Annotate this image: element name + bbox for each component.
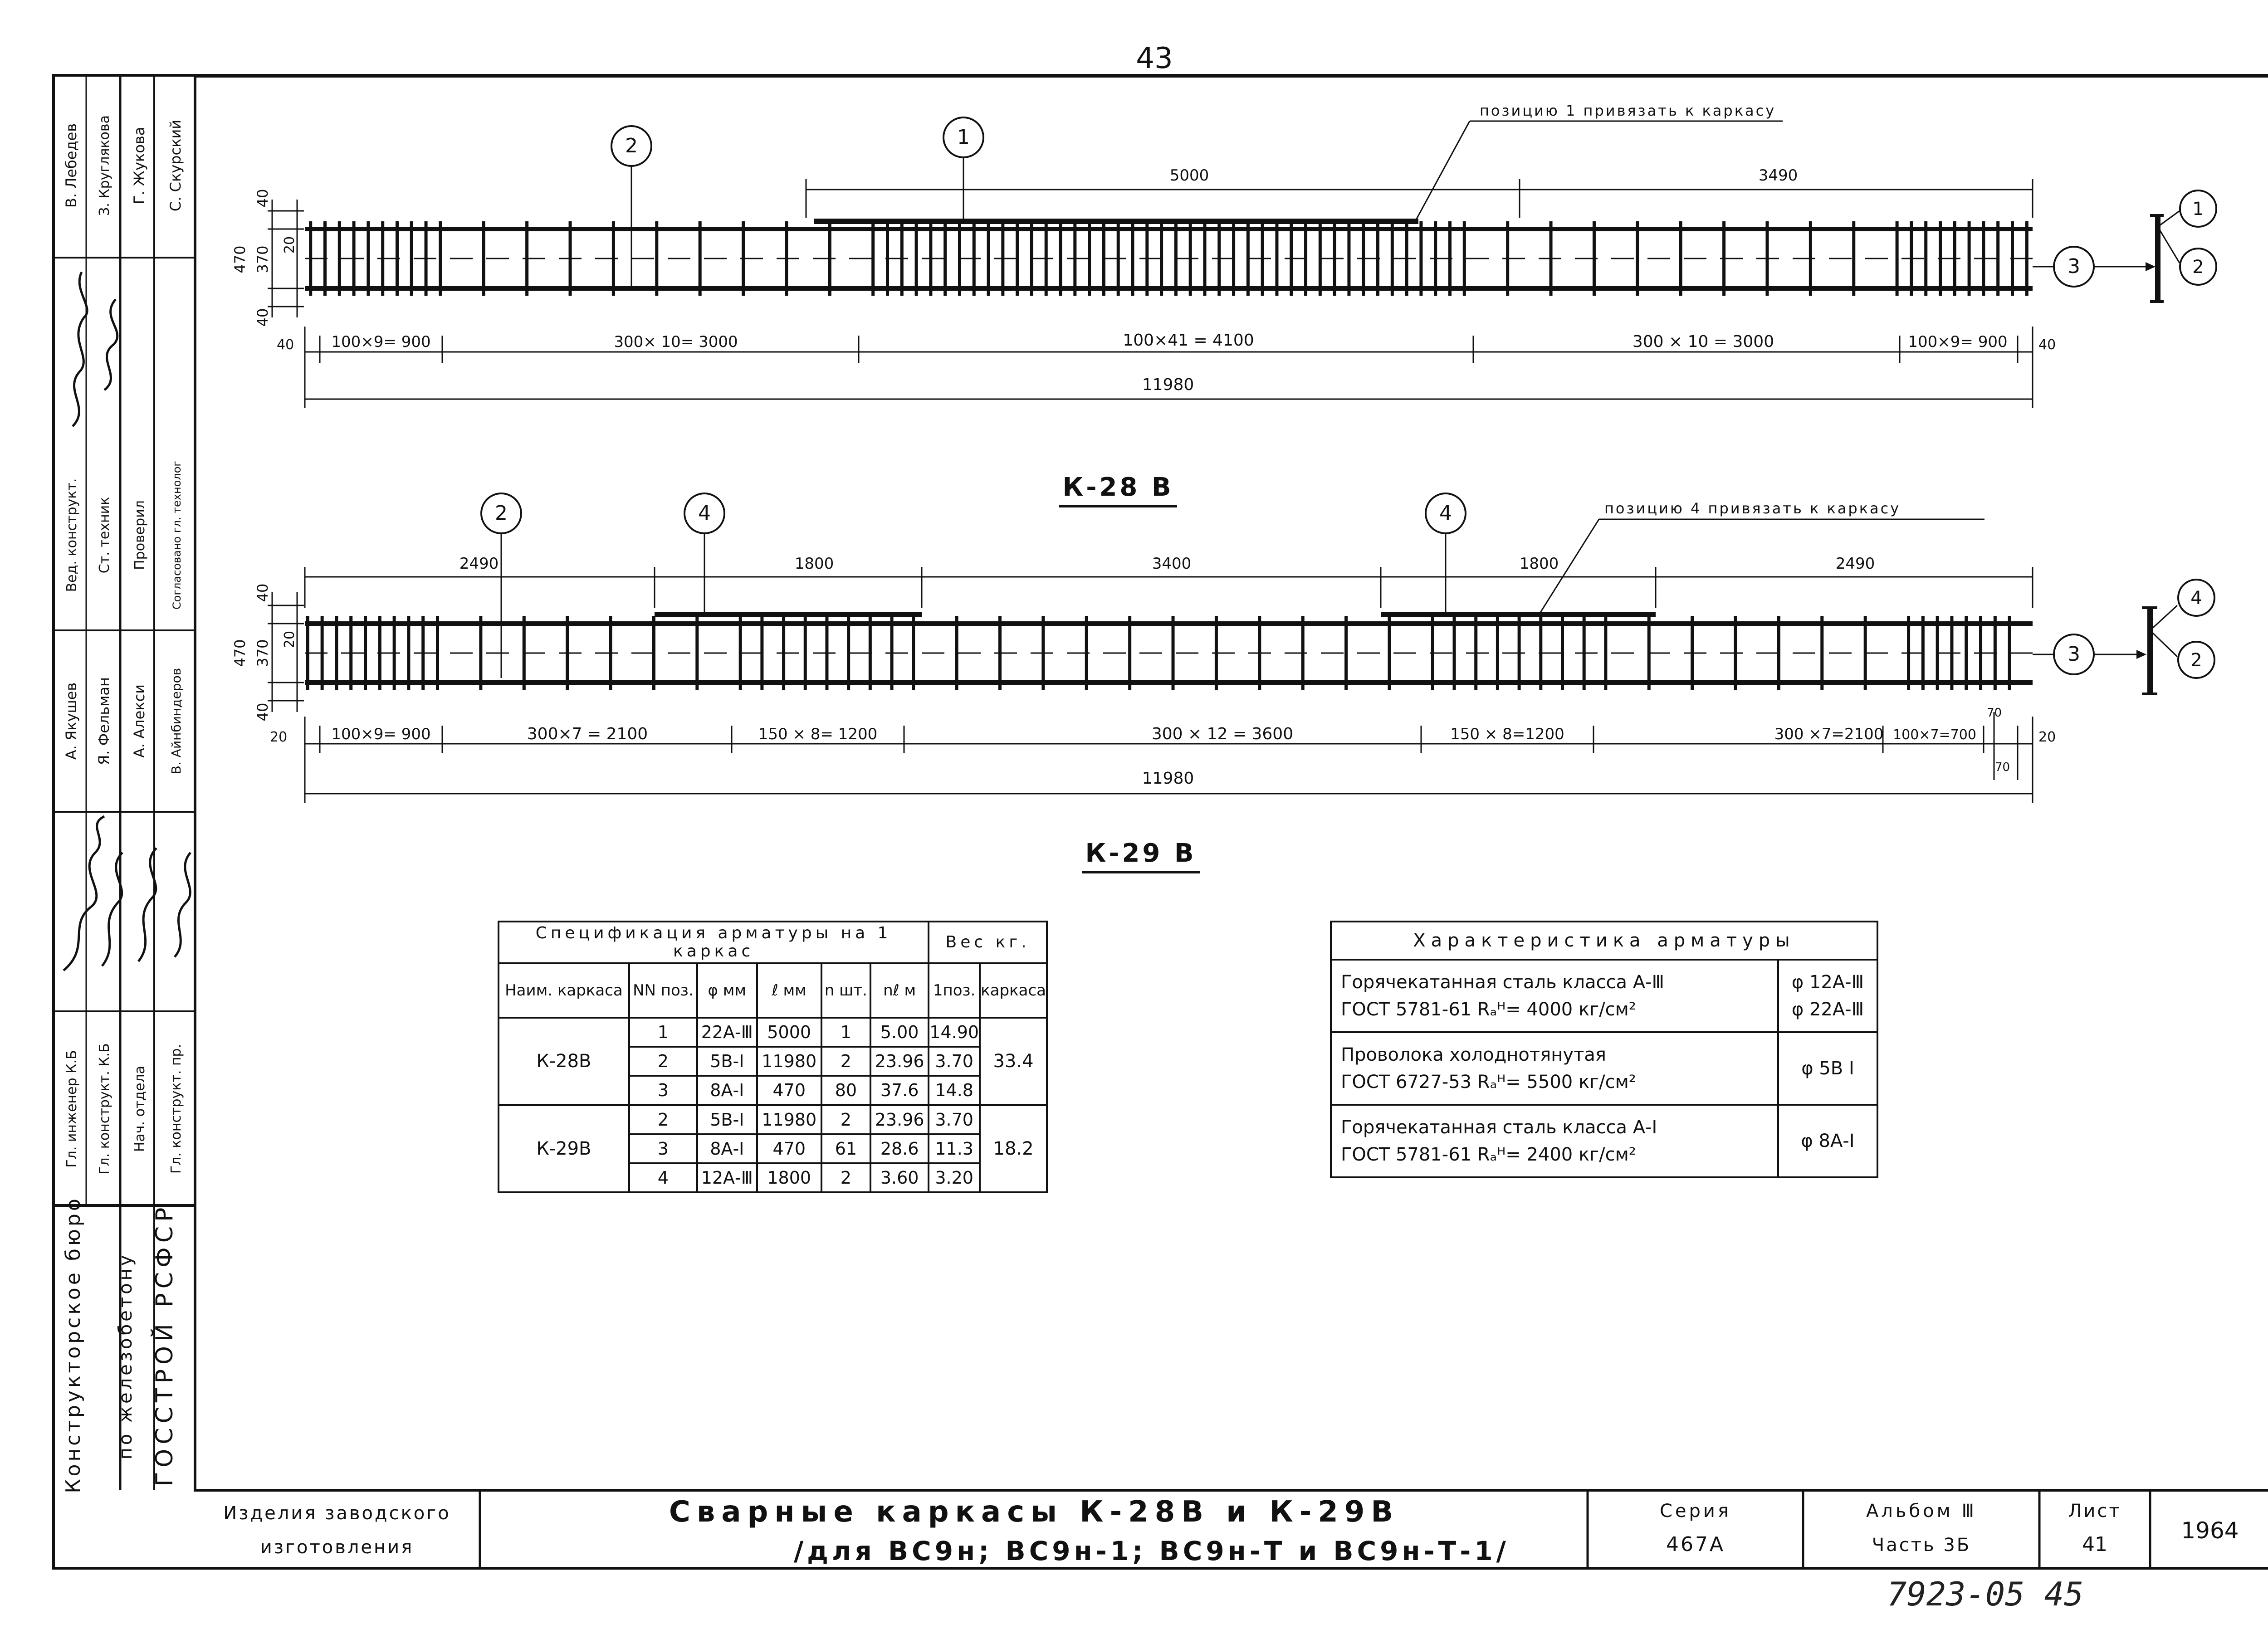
k29-dim-bottom-2100-left: 300×7 = 2100 <box>527 725 648 743</box>
k28-dim-top-3490: 3490 <box>1758 166 1798 185</box>
char-line-2: ГОСТ 5781-61 Rₐᴴ= 2400 кг/см² <box>1341 1144 1636 1165</box>
k28-title: К-28 В <box>1062 473 1174 502</box>
k28-dim-left-40-bottom: 40 <box>254 308 271 327</box>
role-senior-technician: Ст. техник <box>97 497 112 574</box>
k29-dim-left-40-top: 40 <box>254 583 271 602</box>
spec-cell: 3.60 <box>870 1163 929 1192</box>
k29-dim-bottom-70-a: 70 <box>1987 706 2002 720</box>
k29-dim-bottom-3600: 300 × 12 = 3600 <box>1151 725 1294 743</box>
char-class-item: φ 22А-Ⅲ <box>1791 999 1864 1020</box>
name-kruglyakova: З. Круглякова <box>97 115 112 216</box>
k29-dim-left-470: 470 <box>231 639 249 667</box>
table-row <box>499 1018 1047 1047</box>
series-label: Серия <box>1660 1501 1731 1522</box>
spec-col-pos: NN поз. <box>629 963 697 1018</box>
sheet-label: Лист <box>2068 1501 2121 1522</box>
role-chief-constructor: Гл. конструкт. К.Б <box>97 1043 112 1175</box>
org-line-3: ГОССТРОЙ РСФСР <box>151 1203 178 1487</box>
name-lebedev: В. Лебедев <box>63 123 80 208</box>
table-row <box>1331 1032 1877 1105</box>
char-desc <box>1331 1105 1778 1177</box>
k29-dim-top-3400: 3400 <box>1152 555 1192 573</box>
role-project-constructor: Гл. конструкт. пр. <box>168 1044 184 1174</box>
role-agreed-technologist: Согласовано гл. технолог <box>171 461 183 610</box>
title-main-line-2: /для ВС9н; ВС9н-1; ВС9н-Т и ВС9н-Т-1/ <box>794 1536 1510 1566</box>
spec-cage-k28-total: 33.4 <box>980 1018 1047 1105</box>
spec-cell: 2 <box>629 1047 697 1076</box>
spec-cell: 8А-Ⅰ <box>697 1134 757 1163</box>
spec-cell: 37.6 <box>870 1076 929 1105</box>
svg-text:3: 3 <box>2068 643 2080 666</box>
char-line-2: ГОСТ 5781-61 Rₐᴴ= 4000 кг/см² <box>1341 999 1636 1020</box>
k29-dim-left-40-bottom: 40 <box>254 702 271 722</box>
char-class-item: φ 8А-Ⅰ <box>1801 1131 1855 1151</box>
spec-col-dia: φ мм <box>697 963 757 1018</box>
name-aleksi: А. Алекси <box>131 684 148 758</box>
spec-weight-header: Вес кг. <box>929 922 1047 963</box>
spec-cell: 4 <box>629 1163 697 1192</box>
spec-cell: 61 <box>821 1134 870 1163</box>
k29-dim-left-20: 20 <box>282 630 298 649</box>
spec-col-len: ℓ мм <box>757 963 821 1018</box>
k29-dim-bottom-20-left: 20 <box>270 729 288 745</box>
side-stamp <box>54 75 195 1493</box>
spec-col-name: Наим. каркаса <box>499 963 629 1018</box>
spec-col-count: n шт. <box>821 963 870 1018</box>
spec-cell: 3.20 <box>929 1163 980 1192</box>
org-line-2: по железобетону <box>115 1252 136 1460</box>
svg-text:2: 2 <box>2190 650 2202 671</box>
k28-dim-bottom-3000-left: 300× 10= 3000 <box>614 333 738 351</box>
name-ainbinderov: В. Айнбиндеров <box>169 668 184 775</box>
cage-k28-drawing <box>231 102 2216 506</box>
k29-dim-top-2490-right: 2490 <box>1835 555 1875 573</box>
char-class <box>1778 1032 1877 1105</box>
spec-cell: 23.96 <box>870 1105 929 1135</box>
outer-frame <box>54 75 2268 1568</box>
sheet-value: 41 <box>2082 1533 2107 1556</box>
spec-col-weight-cage: каркаса <box>980 963 1047 1018</box>
signatures <box>64 272 191 971</box>
spec-cage-k29: К-29В <box>499 1105 629 1193</box>
k28-dim-bottom-4100: 100×41 = 4100 <box>1123 331 1254 350</box>
spec-col-weight-pos: 1поз. <box>929 963 980 1018</box>
k29-dim-total: 11980 <box>1142 769 1194 788</box>
char-class-item: φ 5В Ⅰ <box>1801 1058 1854 1079</box>
k29-dim-top-1800-right: 1800 <box>1519 555 1559 573</box>
title-main-line-1: Сварные каркасы К-28В и К-29В <box>669 1495 1400 1529</box>
spec-cell: 80 <box>821 1076 870 1105</box>
spec-cell: 2 <box>821 1047 870 1076</box>
char-line-1: Горячекатанная сталь класса А-Ⅲ <box>1341 972 1665 993</box>
char-desc <box>1331 960 1778 1032</box>
spec-cell: 470 <box>757 1076 821 1105</box>
series-value: 467А <box>1666 1533 1725 1556</box>
char-table <box>1330 921 1878 1178</box>
svg-text:1: 1 <box>957 126 970 149</box>
album-part: Часть 3Б <box>1872 1535 1971 1556</box>
k28-dim-total: 11980 <box>1142 376 1194 394</box>
k28-callout-note: позицию 1 привязать к каркасу <box>1480 102 1776 119</box>
spec-cell: 5.00 <box>870 1018 929 1047</box>
k29-dim-bottom-70-b: 70 <box>1995 761 2010 774</box>
k28-dim-left-470: 470 <box>231 245 249 273</box>
k29-callout-note: позицию 4 привязать к каркасу <box>1604 500 1901 517</box>
svg-text:2: 2 <box>495 502 508 525</box>
k28-dim-top-5000: 5000 <box>1169 166 1209 185</box>
svg-text:1: 1 <box>2192 199 2204 219</box>
char-line-1: Проволока холоднотянутая <box>1341 1044 1606 1065</box>
spec-cell: 1 <box>629 1018 697 1047</box>
spec-cage-k28: К-28В <box>499 1018 629 1105</box>
spec-cell: 3 <box>629 1134 697 1163</box>
role-chief-engineer: Гл. инженер К.Б <box>64 1050 80 1168</box>
k29-dim-bottom-1200-right: 150 × 8=1200 <box>1450 725 1564 743</box>
title-block <box>195 1490 2268 1567</box>
char-table-title: Характеристика арматуры <box>1331 922 1877 960</box>
k29-title: К-29 В <box>1085 839 1197 868</box>
svg-text:4: 4 <box>698 502 711 525</box>
k29-dim-bottom-20-right: 20 <box>2038 729 2056 745</box>
spec-table <box>498 921 1048 1193</box>
org-line-1: Конструкторское бюро <box>62 1196 85 1493</box>
k28-dim-left-370: 370 <box>254 245 271 273</box>
k28-dim-bottom-40-left: 40 <box>277 337 294 353</box>
title-left-line-1: Изделия заводского <box>223 1503 451 1524</box>
char-line-2: ГОСТ 6727-53 Rₐᴴ= 5500 кг/см² <box>1341 1072 1636 1093</box>
k29-dim-bottom-700: 100×7=700 <box>1893 727 1976 743</box>
k29-dim-bottom-900: 100×9= 900 <box>331 725 431 743</box>
spec-cell: 22А-Ⅲ <box>697 1018 757 1047</box>
svg-text:3: 3 <box>2068 255 2080 278</box>
sheet-code: 7923-05 45 <box>1887 1575 2084 1613</box>
name-skursky: С. Скурский <box>167 119 184 212</box>
k29-dim-top-1800-left: 1800 <box>794 555 834 573</box>
svg-text:4: 4 <box>2190 588 2202 609</box>
spec-cell: 5000 <box>757 1018 821 1047</box>
role-checked: Проверил <box>132 500 148 570</box>
char-class-item: φ 12А-Ⅲ <box>1791 972 1864 993</box>
char-desc <box>1331 1032 1778 1105</box>
spec-cell: 2 <box>821 1105 870 1135</box>
spec-cell: 14.90 <box>929 1018 980 1047</box>
char-class <box>1778 960 1877 1032</box>
k29-dim-bottom-1200-left: 150 × 8= 1200 <box>758 725 878 743</box>
spec-cell: 2 <box>821 1163 870 1192</box>
k28-dim-left-20: 20 <box>282 236 298 254</box>
char-class <box>1778 1105 1877 1177</box>
role-department-head: Нач. отдела <box>132 1065 148 1152</box>
spec-cell: 5В-Ⅰ <box>697 1047 757 1076</box>
table-row <box>499 1105 1047 1135</box>
k29-dim-bottom-2100-right: 300 ×7=2100 <box>1774 725 1884 743</box>
svg-text:2: 2 <box>625 134 638 157</box>
spec-cell: 11980 <box>757 1105 821 1135</box>
spec-cell: 23.96 <box>870 1047 929 1076</box>
name-yakushev: А. Якушев <box>63 682 80 760</box>
spec-cell: 2 <box>629 1105 697 1135</box>
spec-cell: 14.8 <box>929 1076 980 1105</box>
svg-text:2: 2 <box>2192 257 2204 278</box>
spec-cell: 28.6 <box>870 1134 929 1163</box>
spec-cell: 3 <box>629 1076 697 1105</box>
cage-k29-drawing <box>231 493 2214 872</box>
spec-cage-k29-total: 18.2 <box>980 1105 1047 1193</box>
spec-cell: 3.70 <box>929 1105 980 1135</box>
k29-dim-top-2490-left: 2490 <box>459 555 499 573</box>
k29-dim-left-370: 370 <box>254 639 271 667</box>
spec-cell: 470 <box>757 1134 821 1163</box>
k28-dim-left-40-top: 40 <box>254 189 271 208</box>
name-felman: Я. Фельман <box>95 677 112 765</box>
k28-dim-bottom-40-right: 40 <box>2038 337 2056 353</box>
spec-cell: 12А-Ⅲ <box>697 1163 757 1192</box>
table-row <box>1331 1105 1877 1177</box>
spec-table-title: Спецификация арматуры на 1 каркас <box>499 922 929 963</box>
spec-cell: 1800 <box>757 1163 821 1192</box>
char-line-1: Горячекатанная сталь класса А-Ⅰ <box>1341 1117 1657 1138</box>
spec-cell: 8А-Ⅰ <box>697 1076 757 1105</box>
spec-col-total-len: nℓ м <box>870 963 929 1018</box>
svg-text:4: 4 <box>1439 502 1452 525</box>
album-label: Альбом Ⅲ <box>1866 1501 1977 1522</box>
spec-cell: 3.70 <box>929 1047 980 1076</box>
year: 1964 <box>2181 1517 2239 1544</box>
spec-cell: 11980 <box>757 1047 821 1076</box>
name-zhukova: Г. Жукова <box>131 127 148 205</box>
spec-cell: 11.3 <box>929 1134 980 1163</box>
k28-dim-bottom-900-left: 100×9= 900 <box>331 333 431 351</box>
role-lead-constructor: Вед. конструкт. <box>64 478 80 592</box>
spec-cell: 1 <box>821 1018 870 1047</box>
spec-cell: 5В-Ⅰ <box>697 1105 757 1135</box>
page-number: 43 <box>1136 42 1173 75</box>
title-left-line-2: изготовления <box>260 1537 414 1558</box>
table-row <box>1331 960 1877 1032</box>
k28-dim-bottom-900-right: 100×9= 900 <box>1908 333 2008 351</box>
k28-dim-bottom-3000-right: 300 × 10 = 3000 <box>1632 332 1774 351</box>
